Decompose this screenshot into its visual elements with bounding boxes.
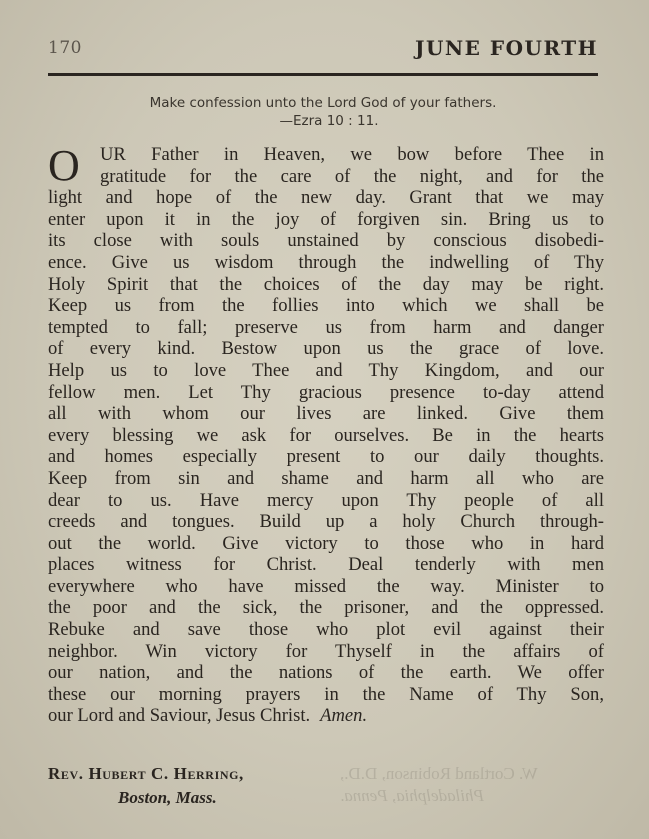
show-through-text-2: Philadelphia, Penna.: [340, 786, 485, 805]
page-header: [48, 36, 598, 66]
amen: Amen.: [320, 705, 368, 727]
author-name: Rev. Hubert C. Herring,: [48, 764, 244, 783]
prayer-line: fellow men. Let Thy gracious presence to-day attend: [48, 381, 604, 403]
prayer-line: neighbor. Win victory for Thyself in the affairs of: [48, 640, 604, 662]
drop-cap: O: [48, 141, 80, 190]
prayer-line: every blessing we ask for ourselves. Be in the hearts: [48, 424, 604, 446]
prayer-line: all with whom our lives are linked. Give them: [48, 403, 604, 425]
prayer-line: and homes especially present to our daily thoughts.: [48, 446, 604, 468]
prayer-line: its close with souls unstained by conscious disobedi-: [48, 230, 604, 252]
header-rule: [48, 73, 598, 76]
prayer-line: ence. Give us wisdom through the indwelling of Thy: [48, 251, 604, 273]
page-number: 170: [48, 38, 82, 58]
epigraph-reference: —Ezra 10 : 11.: [279, 113, 379, 129]
signature: [48, 762, 244, 810]
prayer-line: UR Father in Heaven, we bow before Thee in: [100, 144, 604, 165]
prayer-line: gratitude for the care of the night, and for the: [100, 165, 604, 187]
running-head: JUNE FOURTH: [414, 36, 598, 60]
prayer-line: places witness for Christ. Deal tenderly with men: [48, 554, 604, 576]
prayer-line: Rebuke and save those who plot evil against their: [48, 619, 604, 641]
show-through-text-1: W. Cortland Robinson, D.D.,: [340, 764, 538, 783]
prayer-line: our nation, and the nations of the earth. We offer: [48, 662, 604, 684]
prayer-line: Holy Spirit that the choices of the day may be right.: [48, 273, 604, 295]
prayer-line: these our morning prayers in the Name of Thy Son,: [48, 683, 604, 705]
prayer-body: [48, 141, 604, 727]
prayer-line: light and hope of the new day. Grant that we may: [48, 187, 604, 209]
epigraph-text: Make confession unto the Lord God of your fathers.: [149, 95, 497, 111]
prayer-line: our Lord and Saviour, Jesus Christ.: [48, 705, 311, 727]
prayer-line: tempted to fall; preserve us from harm and danger: [48, 316, 604, 338]
prayer-line: out the world. Give victory to those who in hard: [48, 532, 604, 554]
prayer-line: dear to us. Have mercy upon Thy people of all: [48, 489, 604, 511]
author-location: Boston, Mass.: [118, 788, 217, 807]
prayer-line: Keep us from the follies into which we shall be: [48, 295, 604, 317]
prayer-line: creeds and tongues. Build up a holy Church through-: [48, 511, 604, 533]
prayer-line: enter upon it in the joy of forgiven sin. Bring us to: [48, 208, 604, 230]
prayer-line: everywhere who have missed the way. Minister to: [48, 575, 604, 597]
epigraph: [48, 94, 598, 130]
prayer-line: the poor and the sick, the prisoner, and the oppressed.: [48, 597, 604, 619]
prayer-line: Keep from sin and shame and harm all who are: [48, 467, 604, 489]
prayer-line: Help us to love Thee and Thy Kingdom, and our: [48, 359, 604, 381]
prayer-final-line: [48, 705, 604, 727]
prayer-line: of every kind. Bestow upon us the grace of love.: [48, 338, 604, 360]
